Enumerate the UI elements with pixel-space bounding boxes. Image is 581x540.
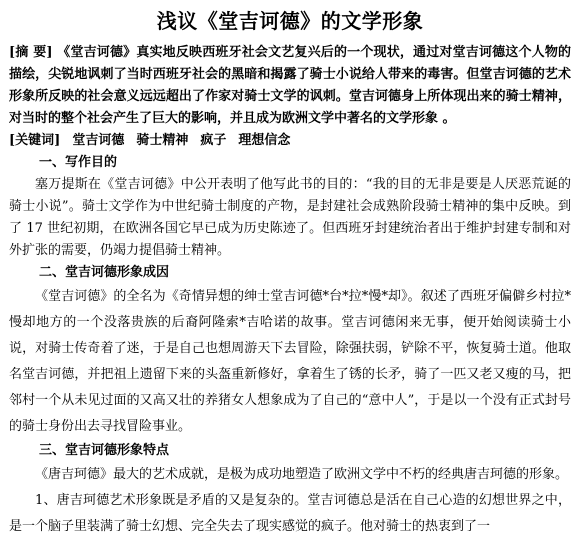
- section-paragraph: 《堂吉诃德》的全名为《奇情异想的绅士堂吉诃德*台*拉*慢*却》。叙述了西班牙偏僻乡村拉*慢却地方的一个没落贵族的后裔阿隆索*吉哈诺的故事。堂吉诃德闲来无事，便开始阅读骑士小说，对骑士传奇着了迷，于是自己也想周游天下去冒险，除强扶弱，铲除不平，恢复骑士道。他取名堂吉诃德，并把祖上遗留下来的头盔重新修好，拿着生了锈的长矛，骑了一匹又老又瘦的马，把邻村一个从未见过面的又高又壮的养猪女人想象成为了自己的“意中人”，于是以一个没有正式封号的骑士身份出去寻找冒险事业。: [9, 289, 571, 434]
- section-paragraph: 《唐吉珂德》最大的艺术成就，是极为成功地塑造了欧洲文学中不朽的经典唐吉珂德的形象。: [35, 467, 569, 482]
- section-paragraph: 1、唐吉珂德艺术形象既是矛盾的又是复杂的。堂吉诃德总是活在自己心造的幻想世界之中，是一个脑子里装满了骑士幻想、完全失去了现实感觉的疯子。他对骑士的热衷到了一: [9, 493, 571, 534]
- document-title: 浅议《堂吉诃德》的文学形象: [156, 9, 424, 33]
- section-heading-purpose: 一、写作目的: [39, 155, 118, 170]
- section-heading-features: 三、堂吉诃德形象特点: [39, 443, 170, 458]
- keywords-tag: [关键词]: [9, 133, 61, 148]
- keyword-item: 堂吉诃德: [72, 133, 125, 148]
- abstract-tag: [摘 要]: [9, 45, 53, 60]
- section-heading-causes: 二、堂吉诃德形象成因: [39, 265, 170, 280]
- abstract-text: 《堂吉诃德》真实地反映西班牙社会文艺复兴后的一个现状，通过对堂吉诃德这个人物的描绘，尖锐地讽刺了当时西班牙社会的黑暗和揭露了骑士小说给人带来的毒害。但堂吉诃德的艺术形象所反映的社会意义远远超出了作家对骑士文学的讽刺。堂吉诃德身上所体现出来的骑士精神，对当时的整个社会产生了巨大的影响，并且成为欧洲文学中著名的文学形象 。: [9, 45, 572, 126]
- keywords: [9, 130, 571, 152]
- keyword-item: 理想信念: [238, 133, 291, 148]
- abstract: [9, 42, 571, 130]
- keyword-item: 疯子: [200, 133, 227, 148]
- keyword-item: 骑士精神: [136, 133, 189, 148]
- section-paragraph: 塞万提斯在《堂吉诃德》中公开表明了他写此书的目的：“我的目的无非是要是人厌恶荒诞的骑士小说”。骑士文学作为中世纪骑士制度的产物，是封建社会成熟阶段骑士精神的集中反映。到了 17 世纪初期，在欧洲各国它早已成为历史陈迹了。但西班牙封建统治者出于维护封建专制和对外扩张的需要，仍竭力提倡骑士精神。: [9, 177, 571, 258]
